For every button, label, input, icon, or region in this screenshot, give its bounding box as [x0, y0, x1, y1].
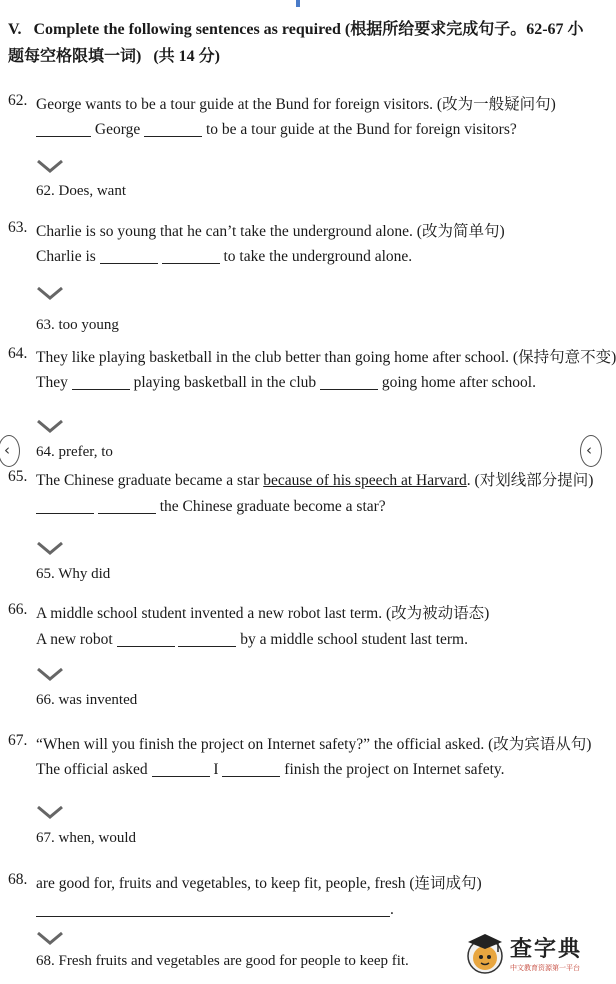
answer-blank[interactable]	[162, 262, 220, 264]
question-prompt-tail: . (对划线部分提问)	[466, 472, 594, 489]
line-text: George	[94, 121, 141, 138]
question-prompt: “When will you finish the project on Internet safety?” the official asked. (改为宾语从句)	[36, 736, 592, 753]
prev-page-button[interactable]	[0, 435, 20, 467]
question-number: 63.	[8, 219, 28, 236]
chevron-down-icon[interactable]	[36, 285, 64, 301]
question-number: 67.	[8, 732, 28, 749]
chevron-down-icon[interactable]	[36, 930, 64, 946]
chevron-right-icon: ‹	[586, 441, 592, 459]
answer-blank[interactable]	[152, 775, 210, 777]
next-page-button[interactable]	[580, 435, 602, 467]
top-marker	[296, 0, 300, 7]
line-text: They	[36, 374, 68, 391]
line-text: going home after school.	[381, 374, 536, 391]
line-text: by a middle school student last term.	[240, 631, 468, 648]
underlined-phrase: because of his speech at Harvard	[263, 472, 467, 489]
question-prompt: Charlie is so young that he can’t take the underground alone. (改为简单句)	[36, 223, 505, 240]
section-header: V. Complete the following sentences as required (根据所给要求完成句子。62-67 小题每空格限填一词) (共 14 分)	[8, 21, 584, 65]
question-prompt: A middle school student invented a new robot last term. (改为被动语态)	[36, 605, 490, 622]
line-text: to be a tour guide at the Bund for foreign visitors?	[205, 121, 517, 138]
chevron-down-icon[interactable]	[36, 540, 64, 556]
answer-blank[interactable]	[144, 135, 202, 137]
question-prompt: The Chinese graduate became a star	[36, 472, 264, 489]
logo-mascot-icon	[462, 930, 508, 976]
chevron-down-icon[interactable]	[36, 666, 64, 682]
answer-blank[interactable]	[98, 512, 156, 514]
question-number: 64.	[8, 345, 28, 362]
answer-text: 64. prefer, to	[36, 444, 113, 460]
answer-text: 63. too young	[36, 317, 119, 333]
chevron-left-icon: ‹	[4, 441, 10, 459]
line-text: finish the project on Internet safety.	[284, 761, 505, 778]
answer-blank[interactable]	[222, 775, 280, 777]
line-text: playing basketball in the club	[133, 374, 317, 391]
line-text: the Chinese graduate become a star?	[159, 498, 386, 515]
line-text: The official asked	[36, 761, 148, 778]
answer-blank[interactable]	[100, 262, 158, 264]
question-prompt: They like playing basketball in the club better than going home after school. (保持句意不变)	[36, 349, 616, 366]
answer-text: 65. Why did	[36, 566, 111, 582]
line-text: Charlie is	[36, 248, 96, 265]
chevron-down-icon[interactable]	[36, 804, 64, 820]
question-number: 68.	[8, 871, 28, 888]
answer-text: 62. Does, want	[36, 183, 126, 199]
line-text: A new robot	[36, 631, 113, 648]
question-number: 62.	[8, 92, 28, 109]
logo-title: 查字典	[510, 937, 583, 962]
answer-blank[interactable]	[36, 915, 390, 917]
line-text: .	[390, 901, 394, 918]
answer-blank[interactable]	[117, 645, 175, 647]
question-number: 66.	[8, 601, 28, 618]
answer-text: 67. when, would	[36, 830, 136, 846]
logo-subtitle: 中文教育资源第一平台	[510, 964, 580, 972]
answer-text: 66. was invented	[36, 692, 138, 708]
answer-text: 68. Fresh fruits and vegetables are good for people to keep fit.	[36, 953, 409, 969]
line-text: I	[213, 761, 219, 778]
chevron-down-icon[interactable]	[36, 418, 64, 434]
question-number: 65.	[8, 468, 28, 485]
answer-blank[interactable]	[36, 512, 94, 514]
site-logo	[462, 930, 586, 980]
line-text: to take the underground alone.	[223, 248, 413, 265]
answer-blank[interactable]	[72, 388, 130, 390]
chevron-down-icon[interactable]	[36, 158, 64, 174]
question-prompt: George wants to be a tour guide at the Bund for foreign visitors. (改为一般疑问句)	[36, 96, 556, 113]
answer-blank[interactable]	[178, 645, 236, 647]
answer-blank[interactable]	[36, 135, 91, 137]
question-prompt: are good for, fruits and vegetables, to keep fit, people, fresh (连词成句)	[36, 875, 482, 892]
answer-blank[interactable]	[320, 388, 378, 390]
